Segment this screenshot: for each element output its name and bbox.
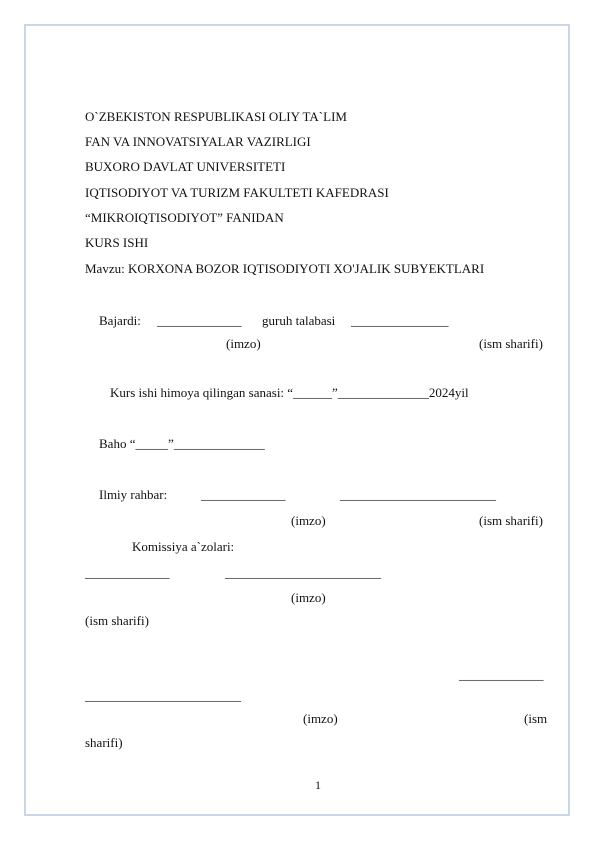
supervisor-label: Ilmiy rahbar:: [99, 487, 168, 502]
supervisor-name-blank: ________________________: [340, 487, 496, 502]
commission-signature-blank-2: _____________: [459, 667, 544, 682]
bajardi-label: Bajardi:: [99, 313, 141, 328]
bajardi-name-blank: _______________: [351, 313, 449, 328]
topic-line: Mavzu: KORXONA BOZOR IQTISODIYOTI XO'JALIK SUBYEKTLARI: [85, 261, 485, 276]
bajardi-signature-blank: _____________: [157, 313, 242, 328]
commission-label: Komissiya a`zolari:: [132, 539, 235, 554]
grade-line: Baho “_____”______________: [99, 436, 265, 451]
commission-name-caption-2-end: sharifi): [85, 735, 123, 750]
commission-name-blank-1: ________________________: [225, 565, 381, 580]
subject-name: “MIKROIQTISODIYOT” FANIDAN: [85, 210, 284, 225]
bajardi-imzo-caption: (imzo): [226, 336, 261, 351]
supervisor-imzo-caption: (imzo): [291, 513, 326, 528]
ministry-line-2: FAN VA INNOVATSIYALAR VAZIRLIGI: [85, 134, 311, 149]
document-type: KURS ISHI: [85, 235, 149, 250]
bajardi-name-caption: (ism sharifi): [479, 336, 543, 351]
commission-name-blank-2: ________________________: [85, 688, 241, 703]
faculty-department: IQTISODIYOT VA TURIZM FAKULTETI KAFEDRASI: [85, 185, 389, 200]
supervisor-signature-blank: _____________: [201, 487, 286, 502]
commission-imzo-caption-1: (imzo): [291, 590, 326, 605]
commission-name-caption-2-start: (ism: [524, 711, 548, 726]
commission-signature-blank-1: _____________: [85, 565, 170, 580]
group-student-label: guruh talabasi: [262, 313, 336, 328]
university-name: BUXORO DAVLAT UNIVERSITETI: [85, 159, 286, 174]
commission-imzo-caption-2: (imzo): [303, 711, 338, 726]
supervisor-name-caption: (ism sharifi): [479, 513, 543, 528]
page-number: 1: [315, 778, 321, 792]
commission-name-caption-1: (ism sharifi): [85, 613, 149, 628]
defense-date-line: Kurs ishi himoya qilingan sanasi: “______”______________2024yil: [110, 385, 469, 400]
ministry-line-1: O`ZBEKISTON RESPUBLIKASI OLIY TA`LIM: [85, 109, 347, 124]
